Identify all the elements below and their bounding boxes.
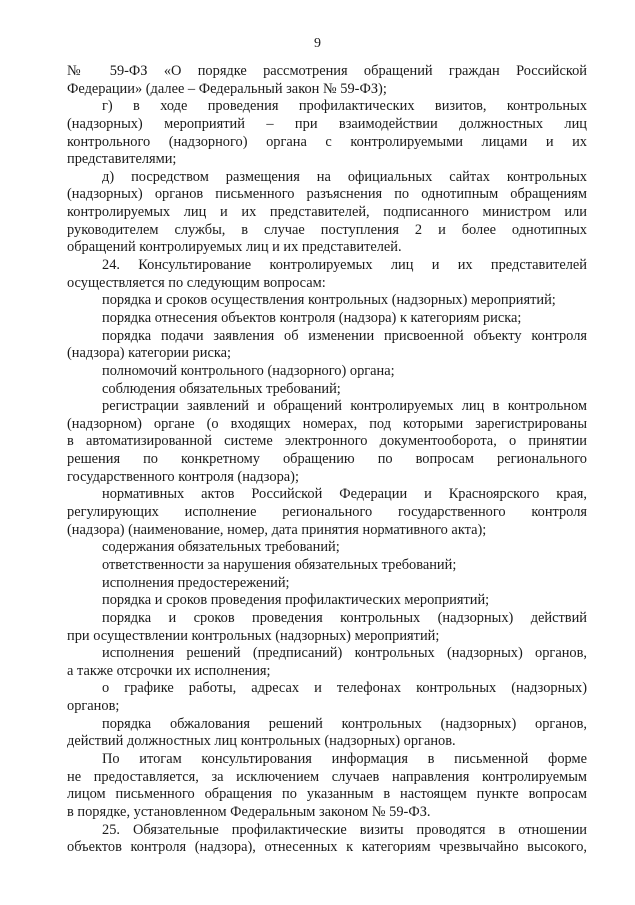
text-line: решения по конкретному обращению по вопросам регионального — [67, 451, 587, 468]
text-line: контрольного (надзорного) органа с контролируемыми лицами и их — [67, 133, 587, 150]
text-line: порядка и сроков осуществления контрольных (надзорных) мероприятий; — [102, 292, 556, 309]
text-line: соблюдения обязательных требований; — [102, 380, 341, 397]
text-line: обращений контролируемых лиц и их представителей. — [67, 239, 402, 256]
text-line: при осуществлении контрольных (надзорных) мероприятий; — [67, 627, 440, 644]
text-line: (надзорных) мероприятий – при взаимодействии должностных лиц — [67, 115, 587, 132]
text-line: государственного контроля (надзора); — [67, 468, 299, 485]
text-line: 25. Обязательные профилактические визиты проводятся в отношении — [102, 821, 587, 838]
text-line: а также отсрочки их исполнения; — [67, 662, 271, 679]
text-line: № 59-ФЗ «О порядке рассмотрения обращений граждан Российской — [67, 63, 587, 79]
text-line: нормативных актов Российской Федерации и Красноярского края, — [102, 486, 587, 503]
document-body — [67, 63, 587, 857]
text-line: содержания обязательных требований; — [102, 539, 340, 556]
text-line: контролируемых лиц и их представителей, подписанного министром или — [67, 204, 587, 221]
text-line: регулирующих исполнение регионального государственного контроля — [67, 504, 587, 521]
text-line: исполнения предостережений; — [102, 574, 290, 591]
text-line: порядка обжалования решений контрольных (надзорных) органов, — [102, 715, 587, 732]
text-line: (надзора) категории риска; — [67, 345, 231, 362]
page-number: 9 — [314, 36, 321, 51]
text-line: д) посредством размещения на официальных сайтах контрольных — [102, 168, 587, 185]
text-line: порядка отнесения объектов контроля (надзора) к категориям риска; — [102, 309, 522, 326]
text-line: По итогам консультирования информация в письменной форме — [102, 750, 587, 767]
text-line: действий должностных лиц контрольных (надзорных) органов. — [67, 733, 456, 750]
text-line: регистрации заявлений и обращений контролируемых лиц в контрольном — [102, 398, 587, 415]
text-line: о графике работы, адресах и телефонах контрольных (надзорных) — [102, 680, 587, 697]
text-line: руководителем службы, в случае поступления 2 и более однотипных — [67, 221, 587, 238]
text-line: порядка и сроков проведения контрольных (надзорных) действий — [102, 609, 587, 626]
text-line: полномочий контрольного (надзорного) органа; — [102, 362, 395, 379]
text-line: осуществляется по следующим вопросам: — [67, 274, 326, 291]
text-line: (надзора) (наименование, номер, дата принятия нормативного акта); — [67, 521, 487, 538]
text-line: ответственности за нарушения обязательных требований; — [102, 556, 457, 573]
text-line: органов; — [67, 698, 120, 715]
text-line: в порядке, установленном Федеральным законом № 59-ФЗ. — [67, 803, 431, 820]
text-line: объектов контроля (надзора), отнесенных к категориям чрезвычайно высокого, — [67, 839, 587, 856]
text-line: исполнения решений (предписаний) контрольных (надзорных) органов, — [102, 645, 587, 662]
text-line: 24. Консультирование контролируемых лиц и их представителей — [102, 257, 587, 274]
text-line: Федерации» (далее – Федеральный закон № 59-ФЗ); — [67, 80, 387, 97]
text-line: представителями; — [67, 151, 177, 168]
text-line: г) в ходе проведения профилактических визитов, контрольных — [102, 98, 587, 115]
text-line: порядка и сроков проведения профилактических мероприятий; — [102, 592, 490, 609]
text-line: порядка подачи заявления об изменении присвоенной объекту контроля — [102, 327, 587, 344]
text-line: лицом письменного обращения по указанным в настоящем пункте вопросам — [67, 786, 587, 803]
text-line: (надзорном) органе (о входящих номерах, под которыми зарегистрированы — [67, 415, 587, 432]
text-line: (надзорных) органов письменного разъяснения по однотипным обращениям — [67, 186, 587, 203]
text-line: не предоставляется, за исключением случаев направления контролируемым — [67, 768, 587, 785]
text-line: в автоматизированной системе электронного документооборота, о принятии — [67, 433, 587, 450]
